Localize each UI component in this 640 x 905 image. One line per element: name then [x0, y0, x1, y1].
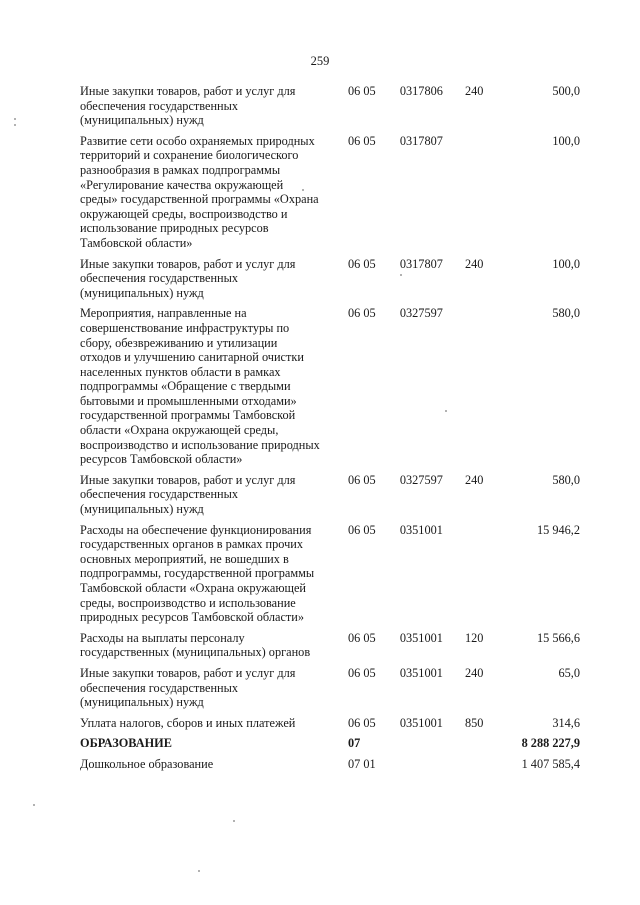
row-target-code: 0317807 — [399, 256, 443, 271]
row-expense-type — [465, 306, 503, 473]
row-amount: 500,0 — [552, 84, 580, 98]
scan-speck — [233, 820, 235, 822]
row-expense-type: 850 — [464, 715, 484, 730]
row-expense-type — [465, 134, 503, 257]
scan-speck — [14, 124, 16, 126]
row-section-code: 06 05 — [348, 306, 376, 321]
row-name: Уплата налогов, сборов и иных платежей — [80, 715, 296, 730]
row-name: Развитие сети особо охраняемых природных территорий и сохранение биологического разнообразия в рамках подпрограммы «Регулирование качества окружающей среды» государственной программы «Охрана окружающей среды, воспроизводство и использование природных ресурсов Тамбовской области» — [80, 133, 319, 250]
table-row — [80, 716, 580, 737]
scan-speck — [445, 410, 447, 412]
row-target-code: 0317806 — [399, 84, 443, 98]
row-name: Дошкольное образование — [80, 756, 214, 771]
row-expense-type: 240 — [464, 256, 484, 271]
table-row — [80, 257, 580, 307]
table-row — [80, 134, 580, 257]
table-row — [80, 736, 580, 757]
row-target-code: 0351001 — [399, 522, 443, 537]
scan-speck — [400, 274, 402, 276]
row-target-code: 0351001 — [399, 715, 443, 730]
row-expense-type — [465, 523, 503, 631]
row-section-code: 07 — [348, 736, 361, 751]
table-row — [80, 631, 580, 666]
row-amount: 100,0 — [552, 133, 580, 148]
row-amount: 100,0 — [552, 256, 580, 271]
row-section-code: 06 05 — [348, 630, 376, 645]
table-row — [80, 473, 580, 523]
row-name: Иные закупки товаров, работ и услуг для обеспечения государственных (муниципальных) нужд — [80, 472, 296, 517]
table-row — [80, 523, 580, 631]
row-amount: 580,0 — [552, 472, 580, 487]
row-amount: 65,0 — [558, 665, 580, 680]
row-name: Мероприятия, направленные на совершенствование инфраструктуры по сбору, обезвреживанию и утилизации отходов и улучшению санитарной очистки населенных пунктов области в рамках подпрограммы «Обращение с твердыми бытовыми и промышленными отходами» государственной программы Тамбовской области «Охрана окружающей среды, воспроизводство и использование природных ресурсов Тамбовской области» — [80, 306, 320, 467]
row-amount: 580,0 — [552, 306, 580, 321]
row-expense-type: 240 — [464, 472, 484, 487]
row-name: Расходы на выплаты персоналу государственных (муниципальных) органов — [80, 630, 311, 660]
row-amount: 8 288 227,9 — [521, 736, 580, 751]
row-expense-type: 240 — [464, 665, 484, 680]
scan-speck — [198, 870, 200, 872]
row-name: Иные закупки товаров, работ и услуг для обеспечения государственных (муниципальных) нужд — [80, 256, 296, 300]
row-target-code: 0317807 — [399, 133, 443, 148]
table-row — [80, 306, 580, 473]
row-section-code: 06 05 — [348, 715, 376, 730]
budget-table — [80, 84, 580, 778]
budget-table-body — [80, 84, 580, 778]
row-amount: 15 946,2 — [536, 522, 580, 537]
row-expense-type — [465, 757, 503, 778]
row-section-code: 07 01 — [348, 756, 376, 771]
row-section-code: 06 05 — [348, 522, 376, 537]
row-name: ОБРАЗОВАНИЕ — [80, 736, 172, 751]
row-target-code: 0327597 — [399, 306, 443, 321]
row-expense-type — [465, 736, 503, 757]
row-target-code — [400, 736, 465, 757]
row-target-code — [400, 757, 465, 778]
row-target-code: 0351001 — [399, 665, 443, 680]
row-name: Иные закупки товаров, работ и услуг для обеспечения государственных (муниципальных) нужд — [80, 84, 296, 128]
row-expense-type: 120 — [464, 630, 484, 645]
table-row — [80, 757, 580, 778]
row-target-code: 0351001 — [399, 630, 443, 645]
row-amount: 314,6 — [552, 715, 580, 730]
row-amount: 15 566,6 — [536, 630, 580, 645]
scan-speck — [33, 804, 35, 806]
row-target-code: 0327597 — [399, 472, 443, 487]
row-section-code: 06 05 — [348, 133, 376, 148]
row-amount: 1 407 585,4 — [521, 756, 580, 771]
row-section-code: 06 05 — [348, 84, 376, 98]
page-number: 259 — [310, 54, 330, 68]
row-name: Расходы на обеспечение функционирования государственных органов в рамках прочих основных мероприятий, не вошедших в подпрограммы, государственной программы Тамбовской области «Охрана окружающей среды, воспроизводство и использование природных ресурсов Тамбовской области» — [80, 522, 315, 625]
row-section-code: 06 05 — [348, 665, 376, 680]
table-row — [80, 666, 580, 716]
row-section-code: 06 05 — [348, 256, 376, 271]
row-section-code: 06 05 — [348, 472, 376, 487]
row-expense-type: 240 — [464, 84, 484, 98]
scan-speck — [14, 118, 16, 120]
scan-speck — [302, 189, 304, 191]
row-name: Иные закупки товаров, работ и услуг для обеспечения государственных (муниципальных) нужд — [80, 665, 296, 710]
table-row — [80, 84, 580, 134]
